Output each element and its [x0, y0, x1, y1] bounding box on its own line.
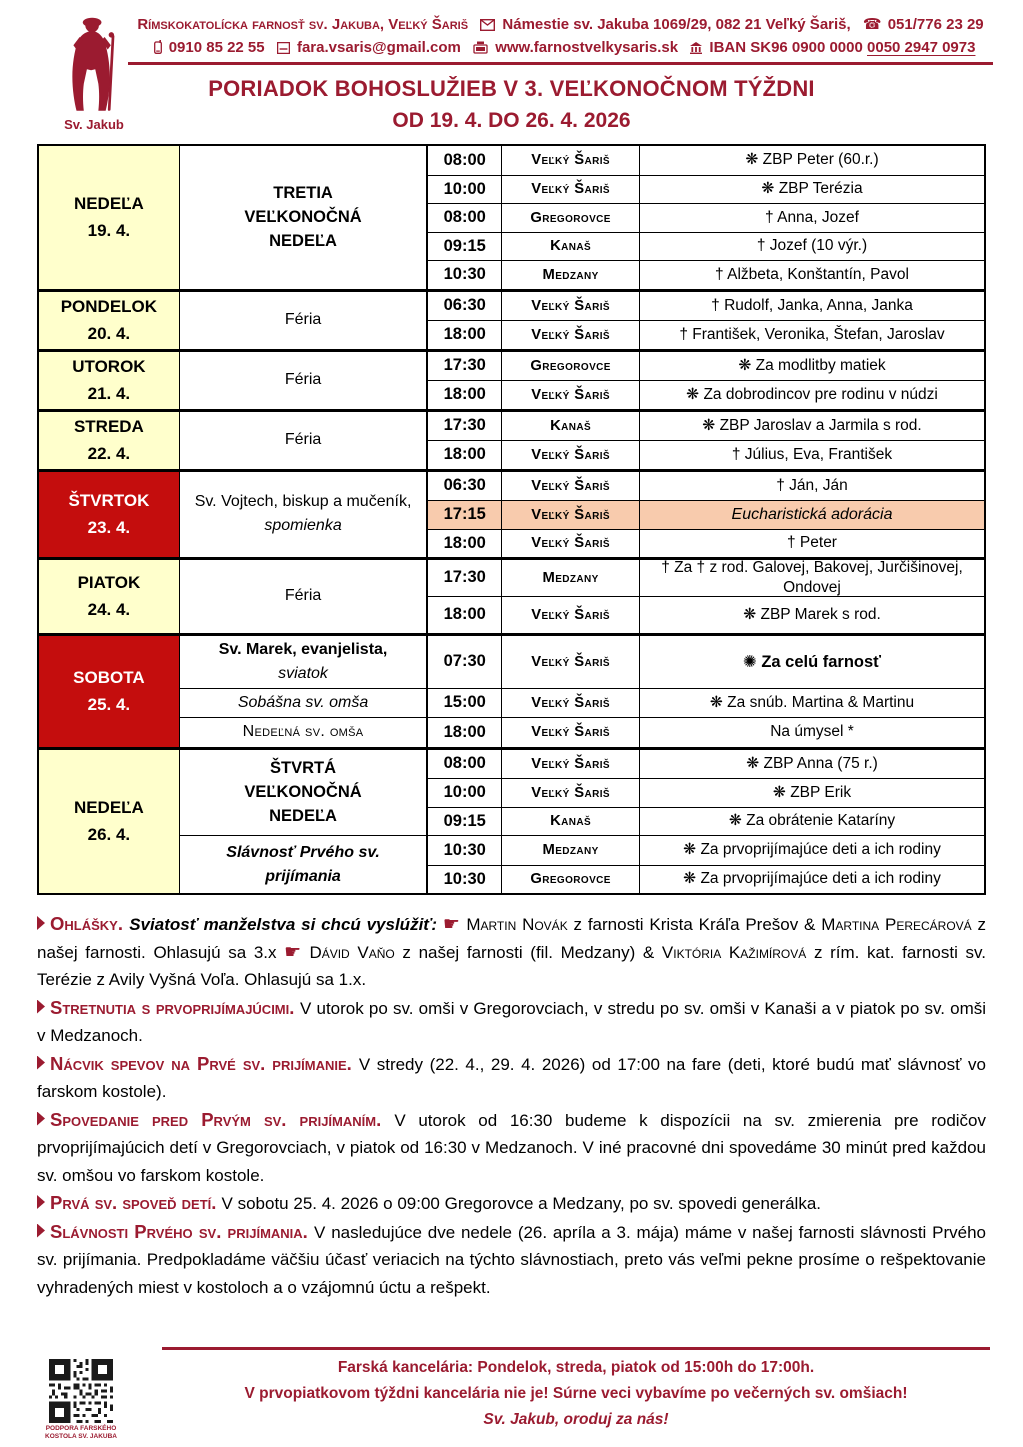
- feast-block: [180, 636, 984, 688]
- day-group: [39, 557, 984, 633]
- mass-row: [428, 380, 984, 409]
- announcement-text: V stredy (22. 4., 29. 4. 2026) od 17:00 na fare (deti, ktoré budú mať slávnosť vo farskom kostole).: [37, 1054, 986, 1101]
- title-block: [0, 76, 1023, 133]
- mass-place: Veľký Šariš: [502, 636, 640, 688]
- mass-time: 17:30: [428, 352, 502, 381]
- feast-text: [238, 691, 368, 715]
- day-name: NEDEĽA: [73, 194, 144, 214]
- mass-intention: [640, 352, 984, 381]
- mass-intention-text: ❋ ZBP Anna (75 r.): [746, 754, 878, 772]
- feast-block: [180, 560, 984, 633]
- page-subtitle: OD 19. 4. DO 26. 4. 2026: [392, 109, 631, 132]
- mass-intention-text: ❋ ZBP Erik: [772, 783, 852, 801]
- qr-code: [49, 1359, 113, 1423]
- mobile-number: 0910 85 22 55: [168, 39, 265, 56]
- feast-area: [180, 636, 984, 747]
- mass-intention: [640, 836, 984, 865]
- mass-rows: [428, 560, 984, 633]
- mass-place: Kanaš: [502, 233, 640, 261]
- header-divider: [128, 62, 993, 65]
- page-title: PORIADOK BOHOSLUŽIEB V 3. VEĽKONOČNOM TÝŽDNI: [208, 76, 815, 101]
- mass-row: [428, 778, 984, 807]
- announcement-bullet-icon: [37, 916, 45, 930]
- feast-block: [180, 835, 984, 893]
- mass-intention: [640, 204, 984, 232]
- feast-text: [243, 720, 364, 744]
- mass-intention-text: † Peter: [787, 534, 837, 552]
- feast-cell: [180, 560, 428, 633]
- announcement-text: z našej farnosti (fil. Medzany) &: [394, 942, 662, 962]
- mass-place: Medzany: [502, 261, 640, 289]
- feast-cell: [180, 750, 428, 836]
- mass-intention: [640, 441, 984, 469]
- feast-segment: spomienka: [264, 517, 342, 535]
- mass-time: 10:30: [428, 261, 502, 289]
- announcement-text: Dávid Vaňo: [309, 942, 395, 962]
- feast-block: [180, 688, 984, 718]
- mass-place: Veľký Šariš: [502, 441, 640, 469]
- feast-block: [180, 146, 984, 289]
- feast-block: [180, 717, 984, 747]
- mass-intention: [640, 718, 984, 747]
- announcement-text: V utorok od 16:30 budeme k dispozícii na sv. zmierenia pre rodičov prvoprijímajúcich detí v Gregorovciach, v piatok od 16:30 v Medzanoch. V iné pracovné dni spovedáme 30 minút pred každou sv. omšou vo farskom kostole.: [37, 1110, 987, 1185]
- feast-segment: sviatok: [278, 664, 328, 682]
- mass-place: Gregorovce: [502, 352, 640, 381]
- day-group: [39, 469, 984, 558]
- feast-cell: [180, 412, 428, 469]
- day-group: [39, 349, 984, 409]
- day-name: PIATOK: [77, 573, 141, 593]
- day-cell: [39, 750, 180, 894]
- mass-time: 18:00: [428, 321, 502, 349]
- announcement: [37, 1106, 986, 1190]
- mass-place: Veľký Šariš: [502, 530, 640, 558]
- day-date: 21. 4.: [87, 384, 131, 403]
- website-icon: [473, 41, 488, 54]
- mass-intention: [640, 597, 984, 633]
- mass-row: [428, 412, 984, 441]
- mass-intention-text: ❋ Za prvoprijímajúce deti a ich rodiny: [683, 870, 941, 888]
- day-group: [39, 146, 984, 289]
- mass-intention-text: ❋ ZBP Jaroslav a Jarmila s rod.: [702, 416, 922, 434]
- feast-text: [285, 308, 321, 332]
- mass-row: [428, 472, 984, 501]
- day-name: ŠTVRTOK: [68, 491, 150, 511]
- mass-intention: [640, 321, 984, 349]
- website-url: www.farnostvelkysaris.sk: [495, 39, 679, 56]
- feast-area: [180, 352, 984, 409]
- announcement-bullet-icon: [37, 1112, 45, 1126]
- feast-segment: Slávnosť Prvého sv. prijímania: [226, 843, 380, 885]
- mass-intention: [640, 636, 984, 688]
- mass-intention: [640, 779, 984, 807]
- prayer-line: Sv. Jakub, oroduj za nás!: [483, 1411, 669, 1428]
- mass-place: Veľký Šariš: [502, 597, 640, 633]
- mass-place: Veľký Šariš: [502, 472, 640, 501]
- mass-intention-text: † Anna, Jozef: [765, 208, 859, 226]
- mass-place: Medzany: [502, 836, 640, 865]
- mass-row: [428, 320, 984, 349]
- mass-schedule-table: [37, 144, 986, 895]
- iban-number: 0050 2947 0973: [867, 39, 976, 56]
- telephone-icon: ☎: [862, 16, 882, 33]
- mass-time: 17:15: [428, 501, 502, 529]
- day-date: 22. 4.: [87, 444, 131, 463]
- announcement-text: V utorok po sv. omši v Gregorovciach, v stredu po sv. omši v Kanaši a v piatok po sv. omši v Medzanoch.: [37, 998, 987, 1045]
- mass-row: [428, 260, 984, 289]
- mass-time: 08:00: [428, 146, 502, 175]
- day-group: [39, 289, 984, 349]
- feast-segment: Féria: [284, 587, 322, 605]
- mass-time: 06:30: [428, 292, 502, 321]
- pointing-hand-icon: ☛: [284, 941, 310, 963]
- announcement-text: Viktória Kažimírová: [661, 942, 807, 962]
- mass-rows: [428, 412, 984, 469]
- day-cell: [39, 146, 180, 289]
- announcement-bullet-icon: [37, 1224, 45, 1238]
- day-group: [39, 633, 984, 747]
- feast-area: [180, 292, 984, 349]
- feast-text: [188, 490, 418, 538]
- day-date: 20. 4.: [87, 324, 131, 343]
- mass-row: [428, 292, 984, 321]
- announcement-bullet-icon: [37, 1000, 45, 1014]
- mass-rows: [428, 636, 984, 688]
- day-date: 24. 4.: [87, 600, 131, 620]
- mass-rows: [428, 689, 984, 718]
- mass-time: 18:00: [428, 530, 502, 558]
- feast-cell: [180, 636, 428, 688]
- feast-text: [221, 181, 386, 253]
- announcement: [37, 1189, 986, 1218]
- feast-cell: [180, 292, 428, 349]
- mass-row: [428, 636, 984, 688]
- feast-segment: Féria: [284, 311, 322, 328]
- mass-place: Veľký Šariš: [502, 146, 640, 175]
- mass-rows: [428, 750, 984, 836]
- office-notice-line: V prvopiatkovom týždni kancelária nie je! Súrne veci vybavíme po večerných sv. omšiach!: [244, 1385, 908, 1402]
- day-group: [39, 747, 984, 894]
- phone-number: 051/776 23 29: [887, 16, 984, 33]
- day-cell: [39, 292, 180, 349]
- announcement-heading: Slávnosti Prvého sv. prijímania.: [50, 1220, 315, 1242]
- mass-time: 07:30: [428, 636, 502, 688]
- logo-caption: Sv. Jakub: [64, 117, 124, 132]
- announcement-heading: Stretnutia s prvoprijímajúcimi.: [50, 996, 300, 1018]
- mass-time: 10:30: [428, 836, 502, 865]
- parish-name: Rímskokatolícka farnosť sv. Jakuba, Veľký Šariš: [137, 16, 469, 33]
- mass-time: 18:00: [428, 441, 502, 469]
- iban-label: IBAN SK96 0900 0000: [709, 39, 863, 56]
- mass-place: Veľký Šariš: [502, 501, 640, 529]
- mass-intention-text: ❋ Za modlitby matiek: [738, 356, 886, 374]
- mass-row: [428, 352, 984, 381]
- day-cell: [39, 472, 180, 558]
- mass-intention-text: ❋ Za snúb. Martina & Martinu: [709, 693, 915, 711]
- feast-block: [180, 352, 984, 409]
- feast-area: [180, 146, 984, 289]
- announcement-text: z farnosti Krista Kráľa Prešov &: [567, 915, 822, 934]
- mass-row: [428, 689, 984, 718]
- mass-intention-text: ❋ ZBP Terézia: [761, 180, 863, 198]
- pointing-hand-icon: ☛: [442, 914, 467, 935]
- mass-row: [428, 500, 984, 529]
- announcement-heading: Ohlášky.: [50, 913, 130, 934]
- mass-row: [428, 596, 984, 633]
- mass-intention-text: † Július, Eva, František: [731, 445, 893, 463]
- feast-block: [180, 750, 984, 836]
- mass-intention: [640, 866, 984, 894]
- mass-intention: [640, 750, 984, 779]
- feast-area: [180, 750, 984, 894]
- mass-time: 18:00: [428, 597, 502, 633]
- mass-intention-text: † Ján, Ján: [776, 476, 848, 494]
- feast-block: [180, 472, 984, 558]
- mass-row: [428, 146, 984, 175]
- mass-intention-text: ❋ Za dobrodincov pre rodinu v núdzi: [686, 385, 938, 403]
- mass-intention-text: † Alžbeta, Konštantín, Pavol: [715, 265, 909, 283]
- email-icon: [277, 42, 290, 54]
- footer-text: [162, 1355, 990, 1433]
- announcement: [37, 910, 986, 994]
- announcement-bullet-icon: [37, 1056, 45, 1070]
- feast-segment: Féria: [284, 371, 322, 388]
- mass-time: 09:15: [428, 233, 502, 261]
- feast-text: [285, 428, 321, 452]
- mass-time: 06:30: [428, 472, 502, 501]
- day-name: PONDELOK: [60, 297, 158, 316]
- announcement-text: Martin Novák: [466, 915, 568, 934]
- announcement-text: z našej farnosti. Ohlasujú sa 3.x: [37, 915, 986, 962]
- mass-rows: [428, 472, 984, 558]
- mass-place: Veľký Šariš: [502, 176, 640, 204]
- mass-intention-text: ✺ Za celú farnosť: [742, 652, 882, 671]
- qr-caption: PODPORA FARSKÉHO KOSTOLA SV. JAKUBA: [45, 1425, 117, 1440]
- mass-intention: [640, 472, 984, 501]
- address-text: Námestie sv. Jakuba 1069/29, 082 21 Veľký Šariš,: [502, 16, 851, 33]
- feast-segment: Nedeľná sv. omša: [242, 723, 364, 741]
- feast-text: [219, 638, 388, 686]
- mass-intention-text: ❋ ZBP Peter (60.r.): [745, 151, 879, 169]
- feast-cell: [180, 689, 428, 718]
- mass-time: 18:00: [428, 718, 502, 747]
- mass-rows: [428, 292, 984, 349]
- mass-place: Kanaš: [502, 808, 640, 836]
- feast-segment: Sobášna sv. omša: [237, 693, 369, 711]
- mass-place: Veľký Šariš: [502, 779, 640, 807]
- feast-cell: [180, 472, 428, 558]
- feast-area: [180, 472, 984, 558]
- mass-place: Veľký Šariš: [502, 292, 640, 321]
- mass-time: 18:00: [428, 381, 502, 409]
- feast-cell: [180, 352, 428, 409]
- envelope-icon: [480, 19, 495, 31]
- day-name: NEDEĽA: [73, 798, 144, 818]
- mass-row: [428, 560, 984, 596]
- mass-time: 10:00: [428, 779, 502, 807]
- mass-intention: [640, 176, 984, 204]
- mass-intention-text: † Za † z rod. Galovej, Bakovej, Jurčišinovej, Ondovej: [661, 558, 963, 596]
- feast-text: [285, 584, 321, 608]
- feast-area: [180, 560, 984, 633]
- announcement: [37, 1050, 986, 1106]
- footer-divider: [162, 1347, 990, 1350]
- day-cell: [39, 352, 180, 409]
- office-hours-line: Farská kancelária: Pondelok, streda, piatok od 15:00h do 17:00h.: [337, 1359, 815, 1376]
- mass-row: [428, 440, 984, 469]
- mass-intention: [640, 501, 984, 529]
- mass-time: 08:00: [428, 204, 502, 232]
- qr-code-block: [45, 1359, 117, 1441]
- announcement-bullet-icon: [37, 1195, 45, 1209]
- mass-place: Veľký Šariš: [502, 750, 640, 779]
- mass-intention: [640, 381, 984, 409]
- feast-segment: TRETIA VEĽKONOČNÁ NEDEĽA: [244, 184, 362, 251]
- mass-time: 10:30: [428, 866, 502, 894]
- announcement-heading: Prvá sv. spoveď detí.: [50, 1192, 222, 1213]
- mass-intention-text: Na úmysel *: [770, 723, 854, 741]
- mass-row: [428, 175, 984, 204]
- mass-place: Kanaš: [502, 412, 640, 441]
- feast-segment: Féria: [284, 431, 322, 448]
- feast-cell: [180, 146, 428, 289]
- mass-time: 17:30: [428, 560, 502, 596]
- mass-rows: [428, 352, 984, 409]
- mass-place: Gregorovce: [502, 204, 640, 232]
- bank-icon: [690, 42, 702, 54]
- announcement-text: Sviatosť manželstva si chcú vyslúžiť:: [129, 915, 443, 934]
- announcement-text: V nasledujúce dve nedele (26. apríla a 3. mája) máme v našej farnosti slávnosti Prvého sv. prijímania. Predpokladáme väčšiu účasť veriacich na týchto slávnostiach, preto vás veľmi pekne prosíme o rešpektovanie vyhradených miest v kostoloch a o vzájomnú úctu a rešpekt.: [37, 1222, 986, 1297]
- feast-text: [221, 756, 386, 828]
- mass-place: Veľký Šariš: [502, 381, 640, 409]
- mass-intention: [640, 233, 984, 261]
- mass-row: [428, 529, 984, 558]
- email-address: fara.vsaris@gmail.com: [296, 39, 461, 56]
- saint-james-figure-icon: [63, 12, 125, 116]
- announcement: [37, 1218, 986, 1302]
- day-name: SOBOTA: [73, 668, 145, 687]
- announcement: [37, 994, 986, 1050]
- parish-logo: [38, 12, 150, 132]
- mass-intention-text: ❋ Za prvoprijímajúce deti a ich rodiny: [683, 841, 941, 859]
- feast-block: [180, 412, 984, 469]
- announcement-heading: Nácvik spevov na Prvé sv. prijímanie.: [50, 1052, 359, 1074]
- day-date: 26. 4.: [87, 825, 131, 845]
- mass-time: 08:00: [428, 750, 502, 779]
- mass-rows: [428, 836, 984, 893]
- mass-time: 10:00: [428, 176, 502, 204]
- feast-cell: [180, 836, 428, 893]
- mass-intention: [640, 261, 984, 289]
- day-name: STREDA: [73, 417, 144, 436]
- footer: [37, 1347, 990, 1440]
- mass-intention: [640, 530, 984, 558]
- mass-intention: [640, 560, 984, 596]
- mass-intention-text: Eucharistická adorácia: [731, 505, 893, 523]
- mass-row: [428, 203, 984, 232]
- mass-time: 09:15: [428, 808, 502, 836]
- feast-cell: [180, 718, 428, 747]
- mass-intention: [640, 412, 984, 441]
- day-group: [39, 409, 984, 469]
- mass-place: Gregorovce: [502, 866, 640, 894]
- feast-segment: Sv. Vojtech, biskup a mučeník,: [194, 493, 412, 511]
- day-date: 25. 4.: [87, 695, 131, 714]
- mass-place: Medzany: [502, 560, 640, 596]
- mass-time: 15:00: [428, 689, 502, 718]
- contact-block: [128, 13, 993, 59]
- announcement-text: V sobotu 25. 4. 2026 o 09:00 Gregorovce a Medzany, po sv. spovedi generálka.: [221, 1194, 822, 1213]
- mass-row: [428, 232, 984, 261]
- day-cell: [39, 636, 180, 747]
- mobile-phone-icon: [154, 40, 162, 54]
- mass-row: [428, 865, 984, 894]
- mass-intention-text: ❋ ZBP Marek s rod.: [743, 605, 881, 623]
- day-cell: [39, 560, 180, 633]
- announcement-text: Martina Perecárová: [821, 915, 972, 934]
- mass-intention-text: † Rudolf, Janka, Anna, Janka: [711, 296, 913, 314]
- feast-block: [180, 292, 984, 349]
- mass-rows: [428, 718, 984, 747]
- day-name: UTOROK: [72, 357, 146, 376]
- mass-intention-text: † František, Veronika, Štefan, Jaroslav: [679, 325, 945, 343]
- mass-intention-text: † Jozef (10 výr.): [756, 237, 868, 255]
- mass-intention: [640, 292, 984, 321]
- mass-place: Veľký Šariš: [502, 718, 640, 747]
- announcement-heading: Spovedanie pred Prvým sv. prijímaním.: [50, 1108, 395, 1130]
- contact-line-2: [128, 36, 993, 59]
- announcements-section: [37, 910, 986, 1301]
- day-date: 19. 4.: [87, 221, 131, 241]
- feast-text: [285, 368, 321, 392]
- announcement-text: z rím. kat. farnosti sv. Terézie z Avily Vyšná Voľa. Ohlasujú sa 1.x.: [37, 942, 986, 989]
- mass-place: Veľký Šariš: [502, 321, 640, 349]
- feast-segment: ŠTVRTÁ VEĽKONOČNÁ NEDEĽA: [244, 759, 362, 826]
- contact-line-1: [128, 13, 993, 36]
- mass-row: [428, 807, 984, 836]
- header: [0, 0, 1023, 133]
- feast-area: [180, 412, 984, 469]
- day-cell: [39, 412, 180, 469]
- mass-rows: [428, 146, 984, 289]
- mass-row: [428, 836, 984, 865]
- mass-intention: [640, 689, 984, 718]
- mass-time: 17:30: [428, 412, 502, 441]
- mass-row: [428, 718, 984, 747]
- mass-intention: [640, 146, 984, 175]
- day-date: 23. 4.: [87, 518, 131, 538]
- mass-intention-text: ❋ Za obrátenie Kataríny: [728, 812, 896, 830]
- feast-segment: Sv. Marek, evanjelista,: [218, 640, 388, 658]
- mass-row: [428, 750, 984, 779]
- mass-place: Veľký Šariš: [502, 689, 640, 718]
- feast-text: [188, 841, 418, 889]
- mass-intention: [640, 808, 984, 836]
